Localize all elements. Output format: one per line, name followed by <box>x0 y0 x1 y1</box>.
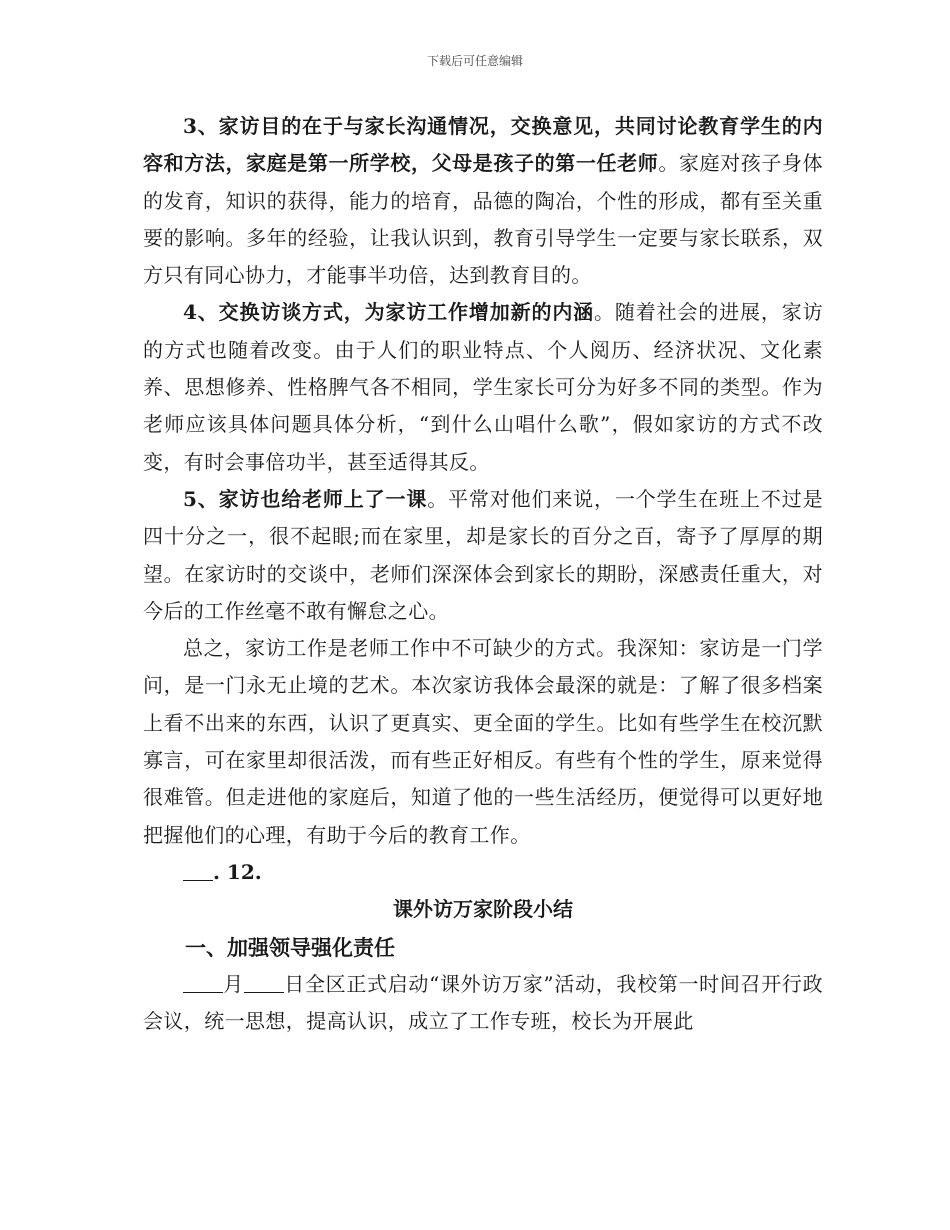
paragraph-4-text: 。随着社会的进展，家访的方式也随着改变。由于人们的职业特点、个人阅历、经济状况、文化素养、思想修养、性格脾气各不相同，学生家长可分为好多不同的类型。作为老师应该具体问题具体分析，“到什么山唱什么歌”，假如家访的方式不改变，有时会事倍功半，甚至适得其反。 <box>143 300 823 474</box>
paragraph-5 <box>143 481 823 630</box>
section-title: 课外访万家阶段小结 <box>393 897 573 922</box>
date-blank <box>183 858 213 881</box>
paragraph-3-bold: 3、家访目的在于与家长沟通情况，交换意见，共同讨论教育学生的内容和方法，家庭是第一所学校，父母是孩子的第一任老师 <box>143 114 823 176</box>
paragraph-3 <box>143 108 823 294</box>
paragraph-4 <box>143 294 823 480</box>
paragraph-summary <box>143 630 823 854</box>
date-line <box>143 854 823 891</box>
paragraph-3-text: 。家庭对孩子身体的发育，知识的获得，能力的培育，品德的陶冶，个性的形成，都有至关重要的影响。多年的经验，让我认识到，教育引导学生一定要与家长联系，双方只有同心协力，才能事半功倍，达到教育目的。 <box>143 151 823 288</box>
document-body <box>143 108 823 1040</box>
month-label: 月 <box>223 971 244 996</box>
final-paragraph-text: 日全区正式启动“课外访万家”活动，我校第一时间召开行政会议，统一思想，提高认识，成立了工作专班，校长为开展此 <box>143 971 824 1034</box>
paragraph-5-text: 。平常对他们来说，一个学生在班上不过是四十分之一，很不起眼;而在家里，却是家长的百分之百，寄予了厚厚的期望。在家访时的交谈中，老师们深深体会到家长的期盼，深感责任重大，对今后的工作丝毫不敢有懈怠之心。 <box>143 486 823 623</box>
final-paragraph <box>143 966 823 1041</box>
paragraph-4-bold: 4、交换访谈方式，为家访工作增加新的内涵 <box>183 300 595 325</box>
day-blank <box>244 970 284 993</box>
heading-1: 一、加强领导强化责任 <box>185 934 395 960</box>
paragraph-5-bold: 5、家访也给老师上了一课 <box>183 486 428 511</box>
date-suffix: . 12. <box>213 859 262 884</box>
month-blank <box>183 970 223 993</box>
paragraph-summary-text: 总之，家访工作是老师工作中不可缺少的方式。我深知：家访是一门学问，是一门永无止境的艺术。本次家访我体会最深的就是：了解了很多档案上看不出来的东西，认识了更真实、更全面的学生。比如有些学生在校沉默寡言，可在家里却很活泼，而有些正好相反。有些有个性的学生，原来觉得很难管。但走进他的家庭后，知道了他的一些生活经历，便觉得可以更好地把握他们的心理，有助于今后的教育工作。 <box>143 636 823 847</box>
page-header: 下载后可任意编辑 <box>426 54 523 68</box>
